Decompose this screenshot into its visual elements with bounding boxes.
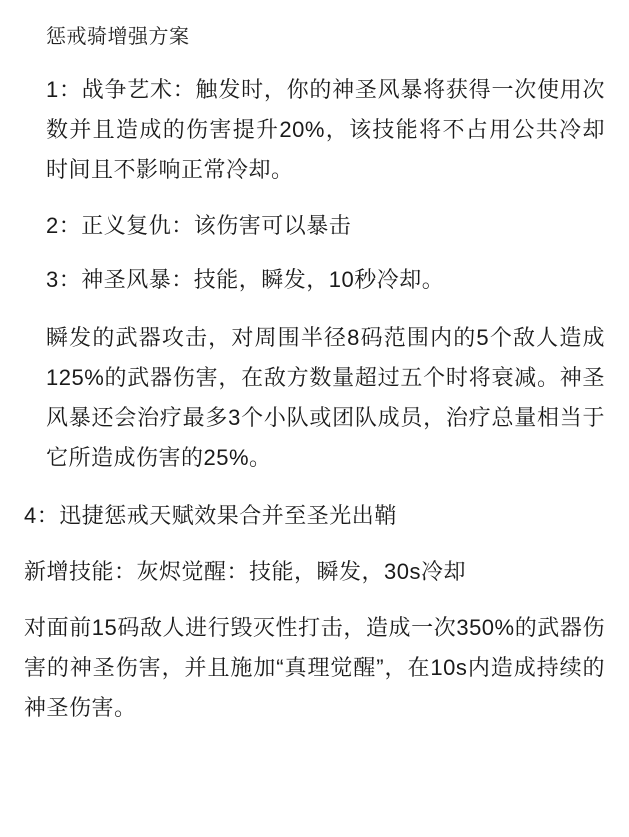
page-title: 惩戒骑增强方案 [46,26,190,48]
paragraph-new-skill: 新增技能：灰烬觉醒：技能，瞬发，30s冷却 [24,559,466,584]
paragraph-item-2: 2：正义复仇：该伤害可以暴击 [46,213,352,238]
paragraph-item-4: 4：迅捷惩戒天赋效果合并至圣光出鞘 [24,503,397,528]
paragraph-item-3: 3：神圣风暴：技能，瞬发，10秒冷却。 [46,267,445,292]
paragraph-item-1: 1：战争艺术：触发时，你的神圣风暴将获得一次使用次数并且造成的伤害提升20%，该技能将不占用公共冷却时间且不影响正常冷却。 [46,77,605,182]
paragraph-new-skill-detail: 对面前15码敌人进行毁灭性打击，造成一次350%的武器伤害的神圣伤害，并且施加“真理觉醒”，在10s内造成持续的神圣伤害。 [24,615,605,720]
paragraph-item-3-detail: 瞬发的武器攻击，对周围半径8码范围内的5个敌人造成125%的武器伤害，在敌方数量超过五个时将衰减。神圣风暴还会治疗最多3个小队或团队成员，治疗总量相当于它所造成伤害的25%。 [46,325,605,470]
